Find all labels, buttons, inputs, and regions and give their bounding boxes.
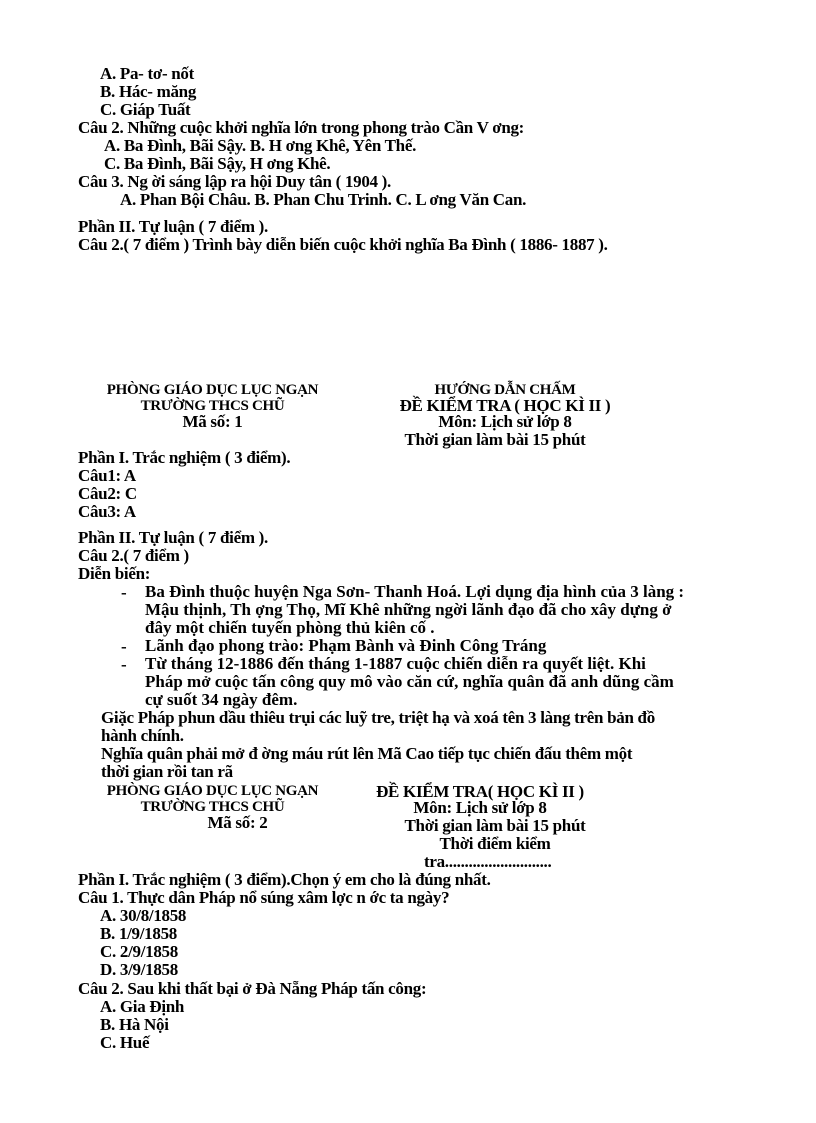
question-2: Câu 2. Sau khi thất bại ở Đà Nẵng Pháp tấn công: (78, 979, 427, 998)
bullet-dash: - (121, 655, 127, 674)
bullet-3-line-2: Pháp mở cuộc tấn công quy mô vào căn cứ, nghĩa quân đã anh dũng cầm (145, 672, 674, 691)
q1-option-c: C. 2/9/1858 (100, 942, 178, 961)
exam-title: ĐỀ KIỂM TRA ( HỌC KÌ II ) (399, 396, 611, 415)
essay-question: Câu 2.( 7 điểm ) Trình bày diễn biến cuộc khởi nghĩa Ba Đình ( 1886- 1887 ). (78, 235, 608, 254)
q2-option-b: B. Hà Nội (100, 1015, 169, 1034)
question-2: Câu 2. Những cuộc khởi nghĩa lớn trong phong trào Cần V ơng: (78, 118, 525, 137)
exam-date-label: Thời điểm kiểm (439, 834, 551, 853)
exam-date-field: tra........................... (424, 852, 552, 871)
bullet-2: Lãnh đạo phong trào: Phạm Bành và Đinh Công Tráng (145, 636, 547, 655)
q2-option-c: C. Huế (100, 1033, 150, 1052)
subject: Môn: Lịch sử lớp 8 (413, 798, 547, 817)
exam-code: Mã số: 1 (182, 412, 243, 431)
q1-option-d: D. 3/9/1858 (100, 960, 178, 979)
question-2-options-ab: A. Ba Đình, Bãi Sậy. B. H ơng Khê, Yên Thế. (104, 136, 417, 155)
guide-title: HƯỚNG DẪN CHẤM (434, 382, 576, 398)
department-name: PHÒNG GIÁO DỤC LỤC NGẠN (106, 382, 319, 398)
q1-option-a: A. 30/8/1858 (100, 906, 187, 925)
paragraph-1-line-2: hành chính. (101, 726, 184, 745)
school-name: TRƯỜNG THCS CHŨ (140, 799, 285, 815)
bullet-3-line-1: Từ tháng 12-1886 đến tháng 1-1887 cuộc chiến diễn ra quyết liệt. Khi (145, 654, 646, 673)
paragraph-2-line-1: Nghĩa quân phải mở đ ờng máu rút lên Mã Cao tiếp tục chiến đấu thêm một (101, 744, 633, 763)
bullet-3-line-3: cự suốt 34 ngày đêm. (145, 690, 298, 709)
time-limit: Thời gian làm bài 15 phút (404, 816, 586, 835)
q1-option-b: B. 1/9/1858 (100, 924, 177, 943)
subject: Môn: Lịch sử lớp 8 (438, 412, 572, 431)
question-1: Câu 1. Thực dân Pháp nổ súng xâm lợc n ớc ta ngày? (78, 888, 450, 907)
progress-label: Diễn biến: (78, 564, 151, 583)
answer-1: Câu1: A (78, 466, 136, 485)
option-c: C. Giáp Tuất (100, 100, 191, 119)
part-2-heading: Phần II. Tự luận ( 7 điểm ). (78, 217, 268, 236)
paragraph-2-line-2: thời gian rồi tan rã (101, 762, 233, 781)
time-limit: Thời gian làm bài 15 phút (404, 430, 586, 449)
answer-2: Câu2: C (78, 484, 137, 503)
bullet-dash: - (121, 583, 127, 602)
bullet-dash: - (121, 637, 127, 656)
exam-title: ĐỀ KIỂM TRA( HỌC KÌ II ) (376, 782, 584, 801)
option-a: A. Pa- tơ- nốt (100, 64, 194, 83)
bullet-1-line-3: đây một chiến tuyến phòng thủ kiên cố . (145, 618, 435, 637)
bullet-1-line-1: Ba Đình thuộc huyện Nga Sơn- Thanh Hoá. Lợi dụng địa hình của 3 làng : (145, 582, 685, 601)
question-3: Câu 3. Ng ời sáng lập ra hội Duy tân ( 1904 ). (78, 172, 391, 191)
answer-3: Câu3: A (78, 502, 136, 521)
paragraph-1-line-1: Giặc Pháp phun dầu thiêu trụi các luỹ tre, triệt hạ và xoá tên 3 làng trên bản đồ (101, 708, 655, 727)
exam-code: Mã số: 2 (207, 813, 268, 832)
question-3-options: A. Phan Bội Châu. B. Phan Chu Trinh. C. L ơng Văn Can. (120, 190, 527, 209)
school-name: TRƯỜNG THCS CHŨ (140, 398, 285, 414)
part-2-heading: Phần II. Tự luận ( 7 điểm ). (78, 528, 268, 547)
part-1-heading: Phần I. Trắc nghiệm ( 3 điểm).Chọn ý em cho là đúng nhất. (78, 870, 491, 889)
department-name: PHÒNG GIÁO DỤC LỤC NGẠN (106, 783, 319, 799)
q2-option-a: A. Gia Định (100, 997, 185, 1016)
option-b: B. Hác- măng (100, 82, 197, 101)
part-1-heading: Phần I. Trắc nghiệm ( 3 điểm). (78, 448, 291, 467)
essay-label: Câu 2.( 7 điểm ) (78, 546, 189, 565)
question-2-option-c: C. Ba Đình, Bãi Sậy, H ơng Khê. (104, 154, 331, 173)
bullet-1-line-2: Mậu thịnh, Th ợng Thọ, Mĩ Khê những ngời lãnh đạo đã cho xây dựng ở (145, 600, 672, 619)
